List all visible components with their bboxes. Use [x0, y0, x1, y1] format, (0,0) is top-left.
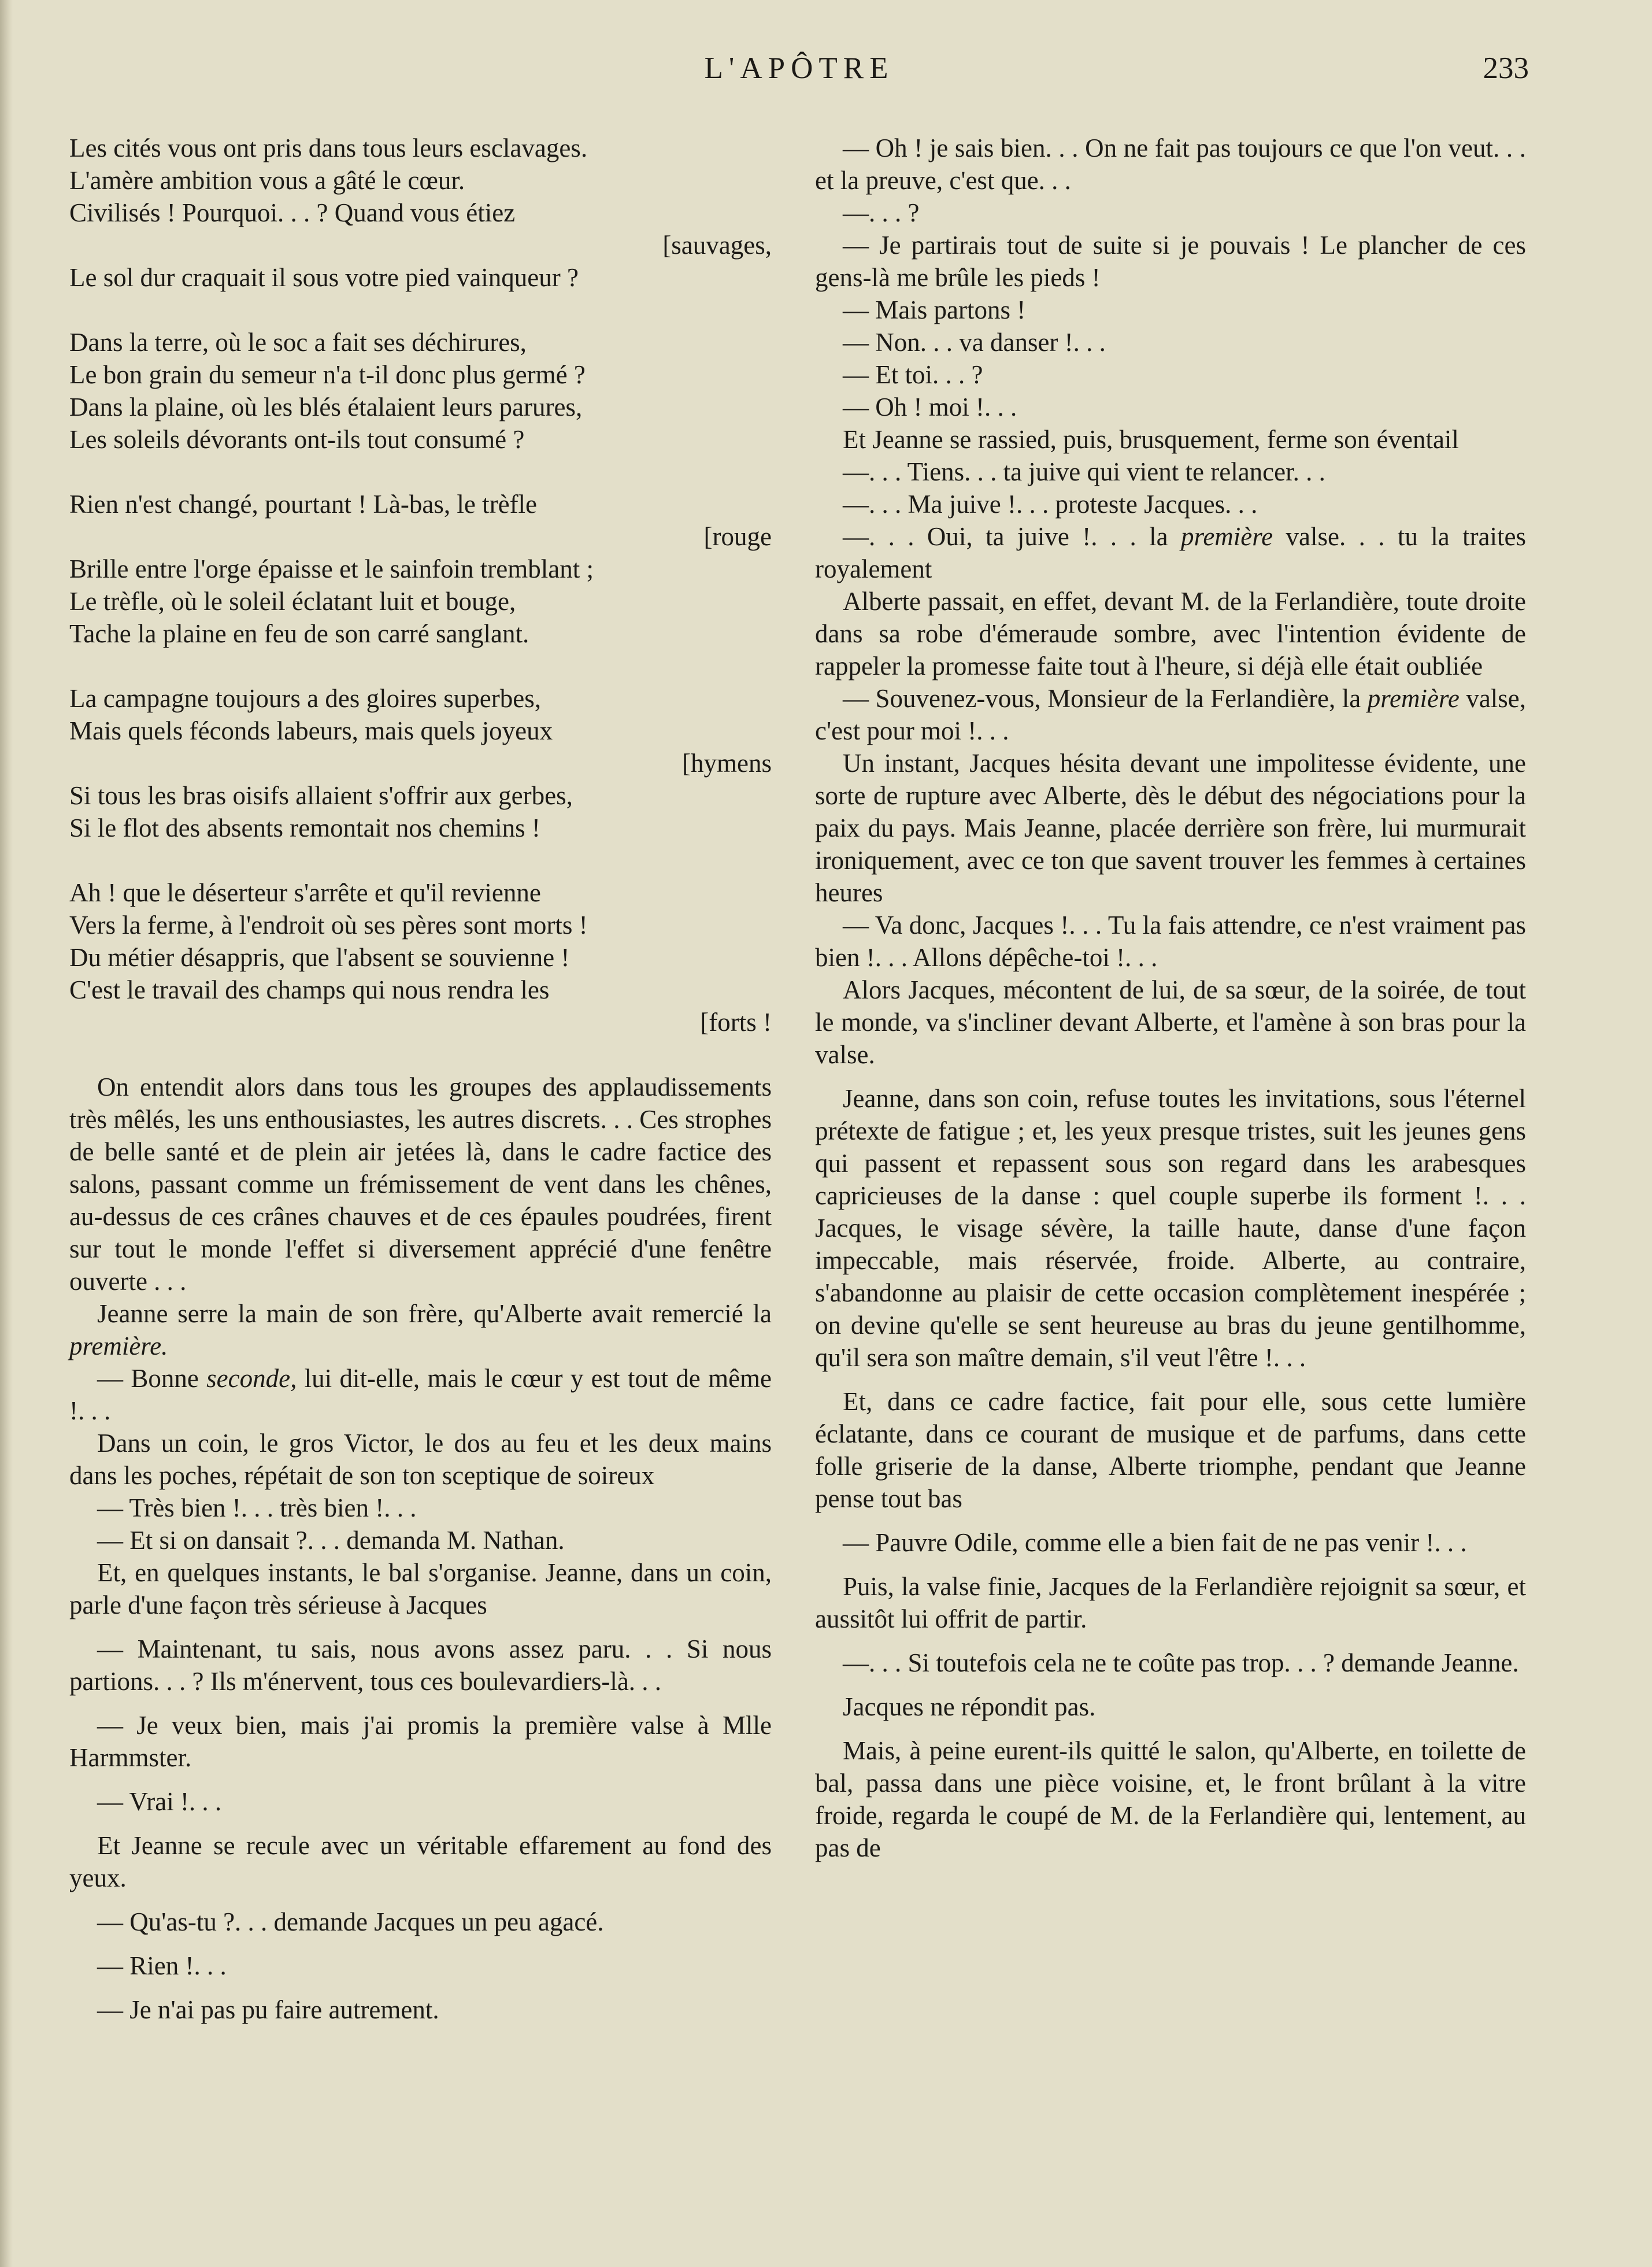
dialogue-line: — Pauvre Odile, comme elle a bien fait de ne pas venir !. . . [843, 1528, 1467, 1557]
dialogue-line: — Je n'ai pas pu faire autrement. [97, 1995, 439, 2024]
dialogue-line: — Mais partons ! [843, 295, 1026, 324]
italic-word: première. [69, 1332, 168, 1360]
poem-stanza [69, 132, 772, 294]
dialogue-line: —. . . ? [843, 198, 920, 227]
verse-line: Le trèfle, où le soleil éclatant luit et bouge, [69, 587, 516, 616]
verse-line-continuation: [rouge [703, 522, 772, 551]
dialogue-line: — Vrai !. . . [97, 1787, 222, 1816]
dialogue-line: — Va donc, Jacques !. . . Tu la fais attendre, ce n'est vraiment pas bien !. . . Allons dépêche-toi !. . . [815, 911, 1526, 972]
prose-paragraph: Alberte passait, en effet, devant M. de la Ferlandière, toute droite dans sa robe d'émeraude sombre, avec l'intention évidente de rappeler la promesse faite tout à l'heure, si déjà elle était oubliée [815, 587, 1526, 681]
verse-line: Dans la plaine, où les blés étalaient leurs parures, [69, 393, 583, 421]
verse-line: Le bon grain du semeur n'a t-il donc plus germé ? [69, 360, 586, 389]
prose-paragraph: Jeanne, dans son coin, refuse toutes les invitations, sous l'éternel prétexte de fatigue ; et, les yeux presque tristes, suit les jeunes gens qui passent et repassent sous son regard dans les arabesques capricieuses de la danse : quel couple superbe ils forment !. . . Jacques, le visage sévère, la taille haute, danse d'une façon impeccable, mais réservée, froide. Alberte, au contraire, s'abandonne au plaisir de cette occasion complètement inespérée ; on devine qu'elle se sent heureuse au bras du jeune gentilhomme, qu'il sera son maître demain, s'il veut l'être !. . . [815, 1084, 1526, 1372]
prose-paragraph: Puis, la valse finie, Jacques de la Ferlandière rejoignit sa sœur, et aussitôt lui offrit de partir. [815, 1572, 1526, 1633]
verse-line: Dans la terre, où le soc a fait ses déchirures, [69, 328, 527, 357]
running-title: L'APÔTRE [704, 51, 894, 85]
verse-line: Si le flot des absents remontait nos chemins ! [69, 813, 540, 842]
text-run: — Bonne [97, 1364, 199, 1393]
dialogue-line: — Maintenant, tu sais, nous avons assez paru. . . Si nous partions. . . ? Ils m'énervent, tous ces boulevardiers-là. . . [69, 1634, 772, 1696]
prose-paragraph: Et, en quelques instants, le bal s'organise. Jeanne, dans un coin, parle d'une façon très sérieuse à Jacques [69, 1558, 772, 1619]
right-column [815, 132, 1526, 1864]
dialogue-line: — Non. . . va danser !. . . [843, 328, 1106, 357]
dialogue-line: — Je partirais tout de suite si je pouvais ! Le plancher de ces gens-là me brûle les pieds ! [815, 231, 1526, 292]
prose-paragraph: Et Jeanne se rassied, puis, brusquement, ferme son éventail [843, 425, 1459, 454]
verse-line-continuation: [sauvages, [662, 231, 772, 260]
dialogue-line: —. . . Ma juive !. . . proteste Jacques. . . [843, 490, 1258, 519]
poem-stanza [69, 682, 772, 844]
dialogue-line [815, 682, 1526, 747]
book-spine-shadow [0, 0, 13, 2267]
verse-line: Le sol dur craquait il sous votre pied vainqueur ? [69, 263, 579, 292]
poem-stanza [69, 326, 772, 456]
dialogue-line: —. . . Si toutefois cela ne te coûte pas trop. . . ? demande Jeanne. [843, 1648, 1519, 1677]
prose-paragraph: On entendit alors dans tous les groupes des applaudissements très mêlés, les uns enthousiastes, les autres discrets. . . Ces strophes de belle santé et de plein air jetées là, dans le cadre factice des salons, passant comme un frémissement de vent dans les chênes, au-dessus de ces crânes chauves et de ces épaules poudrées, firent sur tout le monde l'effet si diversement apprécié d'une fenêtre ouverte . . . [69, 1073, 772, 1296]
verse-line: Brille entre l'orge épaisse et le sainfoin tremblant ; [69, 554, 594, 583]
italic-word: seconde, [206, 1364, 297, 1393]
verse-line: Du métier désappris, que l'absent se souvienne ! [69, 943, 570, 972]
verse-line: Vers la ferme, à l'endroit où ses pères sont morts ! [69, 911, 588, 940]
dialogue-line: — Je veux bien, mais j'ai promis la première valse à Mlle Harmmster. [69, 1711, 772, 1772]
prose-paragraph [69, 1297, 772, 1362]
text-run: lui dit-elle, mais le cœur y est tout de même !. . . [69, 1364, 772, 1425]
dialogue-line: —. . . Tiens. . . ta juive qui vient te relancer. . . [843, 457, 1325, 486]
prose-paragraph: Dans un coin, le gros Victor, le dos au feu et les deux mains dans les poches, répétait de son ton sceptique de soireux [69, 1429, 772, 1490]
verse-line: Les soleils dévorants ont-ils tout consumé ? [69, 425, 525, 454]
verse-line: C'est le travail des champs qui nous rendra les [69, 975, 550, 1004]
italic-word: première [1367, 684, 1460, 713]
prose-paragraph: Alors Jacques, mécontent de lui, de sa sœur, de la soirée, de tout le monde, va s'incliner devant Alberte, et l'amène à son bras pour la valse. [815, 975, 1526, 1069]
text-run: — Souvenez-vous, Monsieur de la Ferlandière, la [843, 684, 1361, 713]
dialogue-line: — Rien !. . . [97, 1951, 227, 1980]
dialogue-line: — Oh ! moi !. . . [843, 393, 1017, 421]
verse-line: Tache la plaine en feu de son carré sanglant. [69, 619, 529, 648]
page-number: 233 [1483, 51, 1529, 85]
text-run: —. . . Oui, ta juive !. . . la [843, 522, 1168, 551]
verse-line: Si tous les bras oisifs allaient s'offrir aux gerbes, [69, 781, 573, 810]
italic-word: première [1180, 522, 1273, 551]
verse-line: Civilisés ! Pourquoi. . . ? Quand vous étiez [69, 198, 516, 227]
dialogue-line [815, 520, 1526, 585]
prose-paragraph: Et Jeanne se recule avec un véritable effarement au fond des yeux. [69, 1831, 772, 1892]
text-run: valse, c'est pour moi !. . . [815, 684, 1527, 745]
dialogue-line: — Et toi. . . ? [843, 360, 983, 389]
verse-line: Rien n'est changé, pourtant ! Là-bas, le trèfle [69, 490, 538, 519]
verse-line: La campagne toujours a des gloires superbes, [69, 684, 541, 713]
dialogue-line: — Très bien !. . . très bien !. . . [97, 1493, 417, 1522]
dialogue-line [69, 1362, 772, 1427]
dialogue-line: — Oh ! je sais bien. . . On ne fait pas toujours ce que l'on veut. . . et la preuve, c'est que. . . [815, 134, 1526, 195]
prose-paragraph: Et, dans ce cadre factice, fait pour elle, sous cette lumière éclatante, dans ce courant de musique et de parfums, dans cette folle griserie de la danse, Alberte triomphe, pendant que Jeanne pense tout bas [815, 1387, 1526, 1513]
left-column [69, 132, 772, 2026]
verse-line: L'amère ambition vous a gâté le cœur. [69, 166, 465, 195]
verse-line: Mais quels féconds labeurs, mais quels joyeux [69, 716, 553, 745]
poem-stanza [69, 877, 772, 1038]
text-run: valse. . . tu la traites royalement [815, 522, 1527, 583]
verse-line: Les cités vous ont pris dans tous leurs esclavages. [69, 134, 588, 162]
dialogue-line: — Et si on dansait ?. . . demanda M. Nathan. [97, 1526, 565, 1555]
verse-line-continuation: [hymens [682, 749, 772, 778]
prose-paragraph: Un instant, Jacques hésita devant une impolitesse évidente, une sorte de rupture avec Alberte, dès le début des négociations pour la paix du pays. Mais Jeanne, placée derrière son frère, lui murmurait ironiquement, avec ce ton que savent trouver les femmes à certaines heures [815, 749, 1526, 907]
verse-line-continuation: [forts ! [700, 1008, 772, 1037]
prose-paragraph: Mais, à peine eurent-ils quitté le salon, qu'Alberte, en toilette de bal, passa dans une pièce voisine, et, le front brûlant à la vitre froide, regarda le coupé de M. de la Ferlandière qui, lentement, au pas de [815, 1736, 1526, 1862]
text-run: Jeanne serre la main de son frère, qu'Alberte avait remercié la [97, 1299, 772, 1328]
verse-line: Ah ! que le déserteur s'arrête et qu'il revienne [69, 878, 541, 907]
prose-paragraph: Jacques ne répondit pas. [843, 1692, 1096, 1721]
page-header [69, 51, 1529, 97]
dialogue-line: — Qu'as-tu ?. . . demande Jacques un peu agacé. [97, 1907, 604, 1936]
poem-stanza [69, 488, 772, 650]
